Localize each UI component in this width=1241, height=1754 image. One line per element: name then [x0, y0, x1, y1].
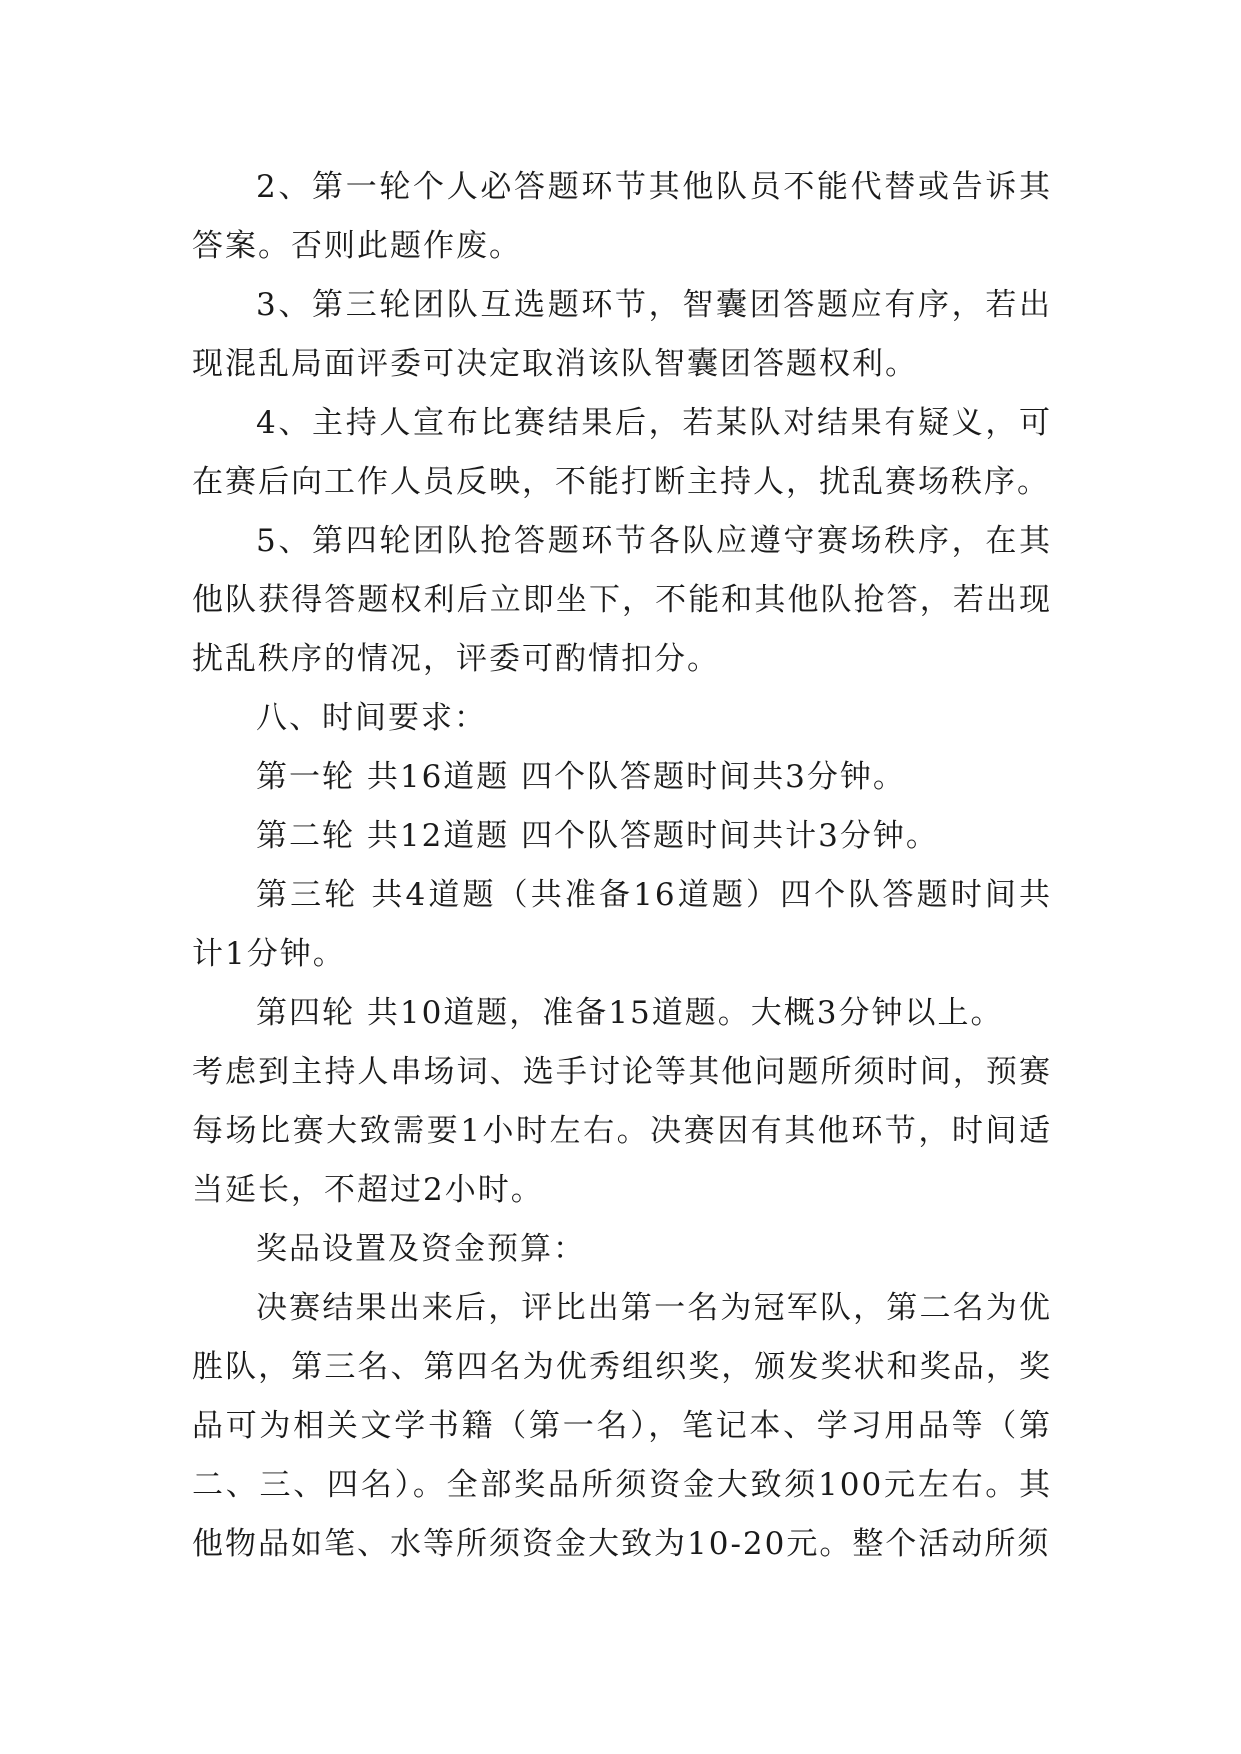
paragraph-prizes-detail: 决赛结果出来后，评比出第一名为冠军队，第二名为优胜队，第三名、第四名为优秀组织奖，颁发奖状和奖品，奖品可为相关文学书籍（第一名），笔记本、学习用品等（第二、三、四名）。全部奖品所须资金大致须100元左右。其他物品如笔、水等所须资金大致为10-20元。整个活动所须 [192, 1290, 1052, 1562]
document-body [192, 158, 1052, 1574]
paragraph-rule-5: 5、第四轮团队抢答题环节各队应遵守赛场秩序，在其他队获得答题权利后立即坐下，不能和其他队抢答，若出现扰乱秩序的情况，评委可酌情扣分。 [192, 523, 1052, 677]
paragraph-round-4: 第四轮 共10道题，准备15道题。大概3分钟以上。 [256, 995, 1004, 1031]
paragraph-round-3: 第三轮 共4道题（共准备16道题）四个队答题时间共计1分钟。 [192, 877, 1052, 972]
paragraph-duration-note: 考虑到主持人串场词、选手讨论等其他问题所须时间，预赛每场比赛大致需要1小时左右。决赛因有其他环节，时间适当延长，不超过2小时。 [192, 1054, 1052, 1208]
paragraph-rule-2: 2、第一轮个人必答题环节其他队员不能代替或告诉其答案。否则此题作废。 [192, 169, 1052, 264]
paragraph-round-1: 第一轮 共16道题 四个队答题时间共3分钟。 [256, 759, 906, 795]
section-heading-prizes-budget: 奖品设置及资金预算： [256, 1231, 586, 1267]
paragraph-round-2: 第二轮 共12道题 四个队答题时间共计3分钟。 [256, 818, 939, 854]
section-heading-time-requirements: 八、时间要求： [256, 700, 487, 736]
paragraph-rule-3: 3、第三轮团队互选题环节，智囊团答题应有序，若出现混乱局面评委可决定取消该队智囊团答题权利。 [192, 287, 1052, 382]
paragraph-rule-4: 4、主持人宣布比赛结果后，若某队对结果有疑义，可在赛后向工作人员反映，不能打断主持人，扰乱赛场秩序。 [192, 405, 1052, 500]
